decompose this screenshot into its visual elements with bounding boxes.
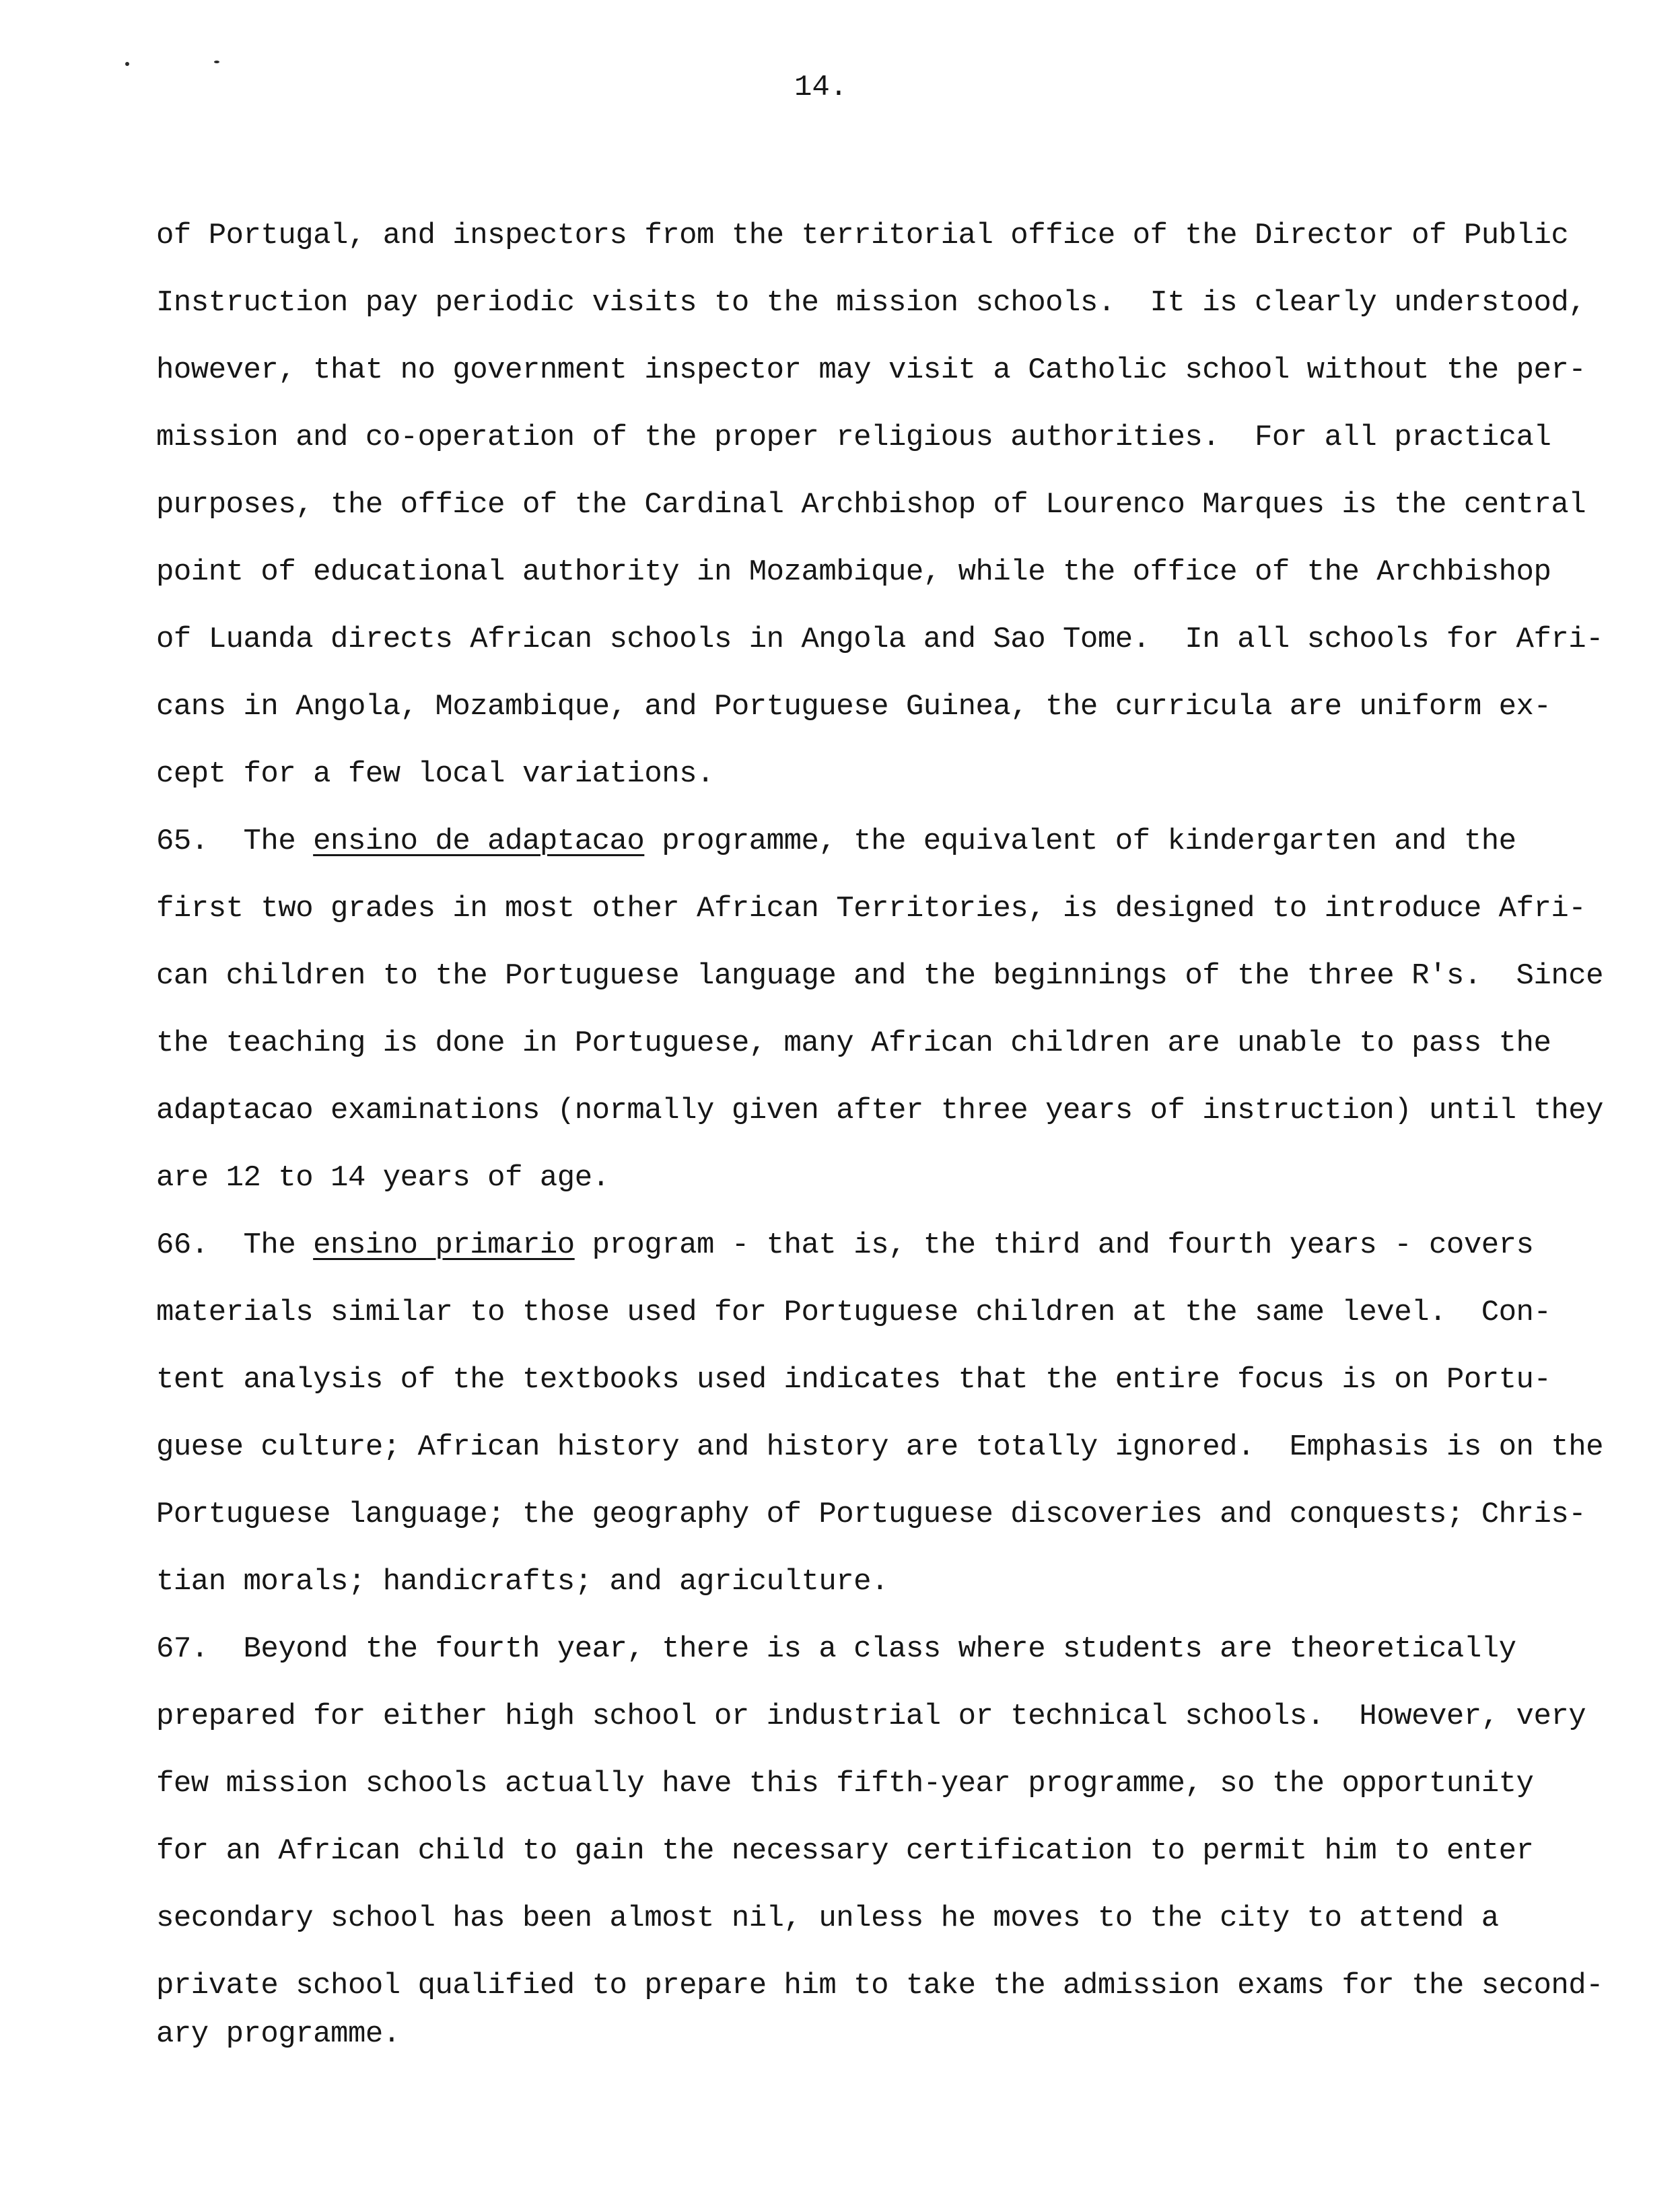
paragraph-67-start: 67. Beyond the fourth year, there is a class where students are theoretically [156,1632,1516,1666]
text-line: cans in Angola, Mozambique, and Portuguese Guinea, the curricula are uniform ex- [156,690,1551,724]
underlined-term: ensino de adaptacao [313,825,645,858]
text-line: tent analysis of the textbooks used indicates that the entire focus is on Portu- [156,1363,1551,1397]
text-line: can children to the Portuguese language and the beginnings of the three R's. Since [156,959,1604,993]
scan-speck [125,62,129,66]
text-line: of Portugal, and inspectors from the territorial office of the Director of Public [156,219,1569,252]
page-number: 14. [794,71,848,104]
text-line: few mission schools actually have this fifth-year programme, so the opportunity [156,1767,1534,1801]
paragraph-65-start: 65. The ensino de adaptacao programme, the equivalent of kindergarten and the [156,825,1516,858]
text-line: private school qualified to prepare him to take the admission exams for the second- [156,1969,1604,2002]
text-line: cept for a few local variations. [156,757,714,791]
paragraph-66-start: 66. The ensino primario program - that is, the third and fourth years - covers [156,1228,1534,1262]
text-line: guese culture; African history and history are totally ignored. Emphasis is on the [156,1430,1604,1464]
text-line: the teaching is done in Portuguese, many African children are unable to pass the [156,1026,1551,1060]
text-line: point of educational authority in Mozambique, while the office of the Archbishop [156,555,1551,589]
text-line: are 12 to 14 years of age. [156,1161,610,1195]
scan-speck [214,61,219,63]
text-line: prepared for either high school or industrial or technical schools. However, very [156,1700,1586,1733]
text-line: ary programme. [156,2017,400,2051]
underlined-term: ensino primario [313,1228,575,1262]
text-line: Instruction pay periodic visits to the mission schools. It is clearly understood, [156,286,1586,320]
text-line: first two grades in most other African Territories, is designed to introduce Afri- [156,892,1586,926]
text-line: adaptacao examinations (normally given after three years of instruction) until they [156,1094,1604,1127]
text-line: materials similar to those used for Portuguese children at the same level. Con- [156,1296,1551,1329]
text-line: of Luanda directs African schools in Angola and Sao Tome. In all schools for Afri- [156,623,1604,656]
text-line: purposes, the office of the Cardinal Archbishop of Lourenco Marques is the central [156,488,1586,522]
text-line: secondary school has been almost nil, unless he moves to the city to attend a [156,1902,1499,1935]
text-line: however, that no government inspector may visit a Catholic school without the per- [156,353,1586,387]
text-line: tian morals; handicrafts; and agriculture. [156,1565,888,1599]
text-line: mission and co-operation of the proper religious authorities. For all practical [156,421,1551,454]
body-text [156,219,1604,2087]
text-line: Portuguese language; the geography of Portuguese discoveries and conquests; Chris- [156,1498,1586,1531]
text-line: for an African child to gain the necessary certification to permit him to enter [156,1834,1534,1868]
